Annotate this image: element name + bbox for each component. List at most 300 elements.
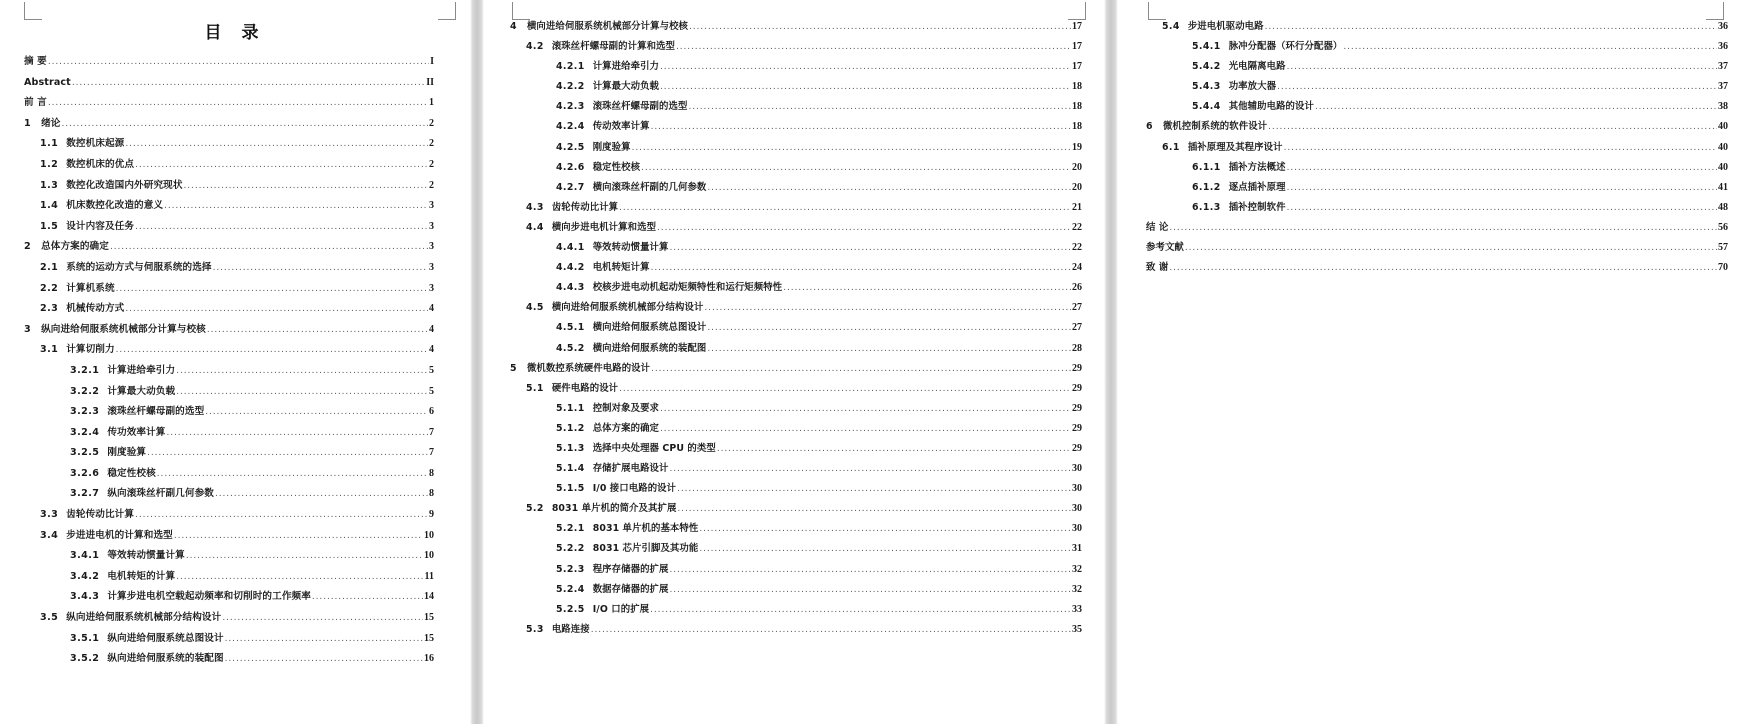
toc-entry-page-number: 70 bbox=[1718, 262, 1728, 274]
toc-entry[interactable] bbox=[504, 344, 1082, 364]
toc-entry-label: 横向滚珠丝杆副的几何参数 bbox=[592, 181, 707, 193]
toc-leader-dots bbox=[707, 345, 1071, 354]
toc-entry-label: 控制对象及要求 bbox=[592, 402, 660, 414]
toc-entry-number: 5.4.4 bbox=[1192, 101, 1221, 113]
toc-entry-page-number: 29 bbox=[1072, 422, 1082, 434]
toc-leader-dots bbox=[619, 385, 1071, 394]
toc-leader-dots bbox=[135, 223, 428, 233]
toc-leader-dots bbox=[591, 626, 1071, 635]
toc-entry-number: 3.2.4 bbox=[70, 426, 100, 438]
toc-entry-number: 5.4 bbox=[1162, 21, 1180, 32]
toc-entry[interactable] bbox=[18, 531, 434, 552]
toc-entry-number: 6.1 bbox=[1162, 141, 1180, 153]
toc-entry-label: 齿轮传动比计算 bbox=[551, 201, 619, 213]
toc-entry-number: 3.2.5 bbox=[70, 447, 100, 459]
toc-entry[interactable] bbox=[504, 263, 1082, 283]
toc-leader-dots bbox=[677, 485, 1071, 494]
toc-entry-number: 3.4.3 bbox=[70, 591, 100, 603]
toc-entry[interactable] bbox=[18, 345, 434, 366]
toc-leader-dots bbox=[222, 614, 423, 624]
document-page-1 bbox=[0, 0, 470, 724]
toc-entry-number: 4.2.4 bbox=[556, 121, 585, 133]
toc-entry[interactable] bbox=[18, 325, 434, 346]
toc-entry[interactable] bbox=[1140, 243, 1728, 263]
toc-entry[interactable] bbox=[504, 384, 1082, 404]
toc-entry-number: 5.1.3 bbox=[556, 442, 585, 454]
toc-entry-label: 稳定性校核 bbox=[107, 467, 156, 479]
toc-entry-label: 纵向进给伺服系统的装配图 bbox=[107, 653, 224, 665]
toc-entry-label: 步进电机驱动电路 bbox=[1187, 21, 1264, 32]
toc-entry[interactable] bbox=[504, 22, 1082, 42]
toc-entry-label: 光电隔离电路 bbox=[1228, 61, 1286, 73]
toc-leader-dots bbox=[61, 120, 428, 130]
toc-entry-number: 4.2.5 bbox=[556, 141, 585, 153]
toc-entry-page-number: 17 bbox=[1072, 21, 1082, 32]
toc-entry-label: 微机数控系统硬件电路的设计 bbox=[526, 362, 651, 374]
toc-leader-dots bbox=[1287, 164, 1717, 173]
toc-entry-label: 纵向进给伺服系统总图设计 bbox=[107, 632, 224, 644]
toc-entry-number: 5.1.5 bbox=[556, 483, 585, 495]
toc-leader-dots bbox=[174, 532, 423, 542]
toc-entry[interactable] bbox=[504, 223, 1082, 243]
toc-entry[interactable] bbox=[18, 98, 434, 119]
toc-entry[interactable] bbox=[504, 565, 1082, 585]
toc-entry[interactable] bbox=[504, 303, 1082, 323]
toc-entry-page-number: 30 bbox=[1072, 483, 1082, 495]
toc-entry[interactable] bbox=[1140, 22, 1728, 42]
toc-leader-dots bbox=[660, 425, 1071, 434]
toc-entry[interactable] bbox=[1140, 203, 1728, 223]
toc-entry-page-number: 28 bbox=[1072, 342, 1082, 354]
toc-entry-number: 5.4.3 bbox=[1192, 81, 1221, 93]
toc-leader-dots bbox=[72, 79, 425, 89]
toc-entry[interactable] bbox=[504, 424, 1082, 444]
toc-entry-page-number: 2 bbox=[429, 179, 434, 191]
toc-leader-dots bbox=[677, 505, 1071, 514]
toc-entry-number: 5.2.4 bbox=[556, 583, 585, 595]
toc-entry-page-number: 24 bbox=[1072, 262, 1082, 274]
toc-leader-dots bbox=[225, 655, 423, 665]
toc-entry[interactable] bbox=[18, 201, 434, 222]
toc-leader-dots bbox=[651, 123, 1071, 132]
toc-entry[interactable] bbox=[1140, 143, 1728, 163]
toc-entry[interactable] bbox=[18, 634, 434, 655]
toc-leader-dots bbox=[783, 284, 1071, 293]
toc-entry-label: 等效转动惯量计算 bbox=[592, 242, 669, 254]
toc-entry-label: 稳定性校核 bbox=[592, 161, 641, 173]
toc-entry[interactable] bbox=[18, 181, 434, 202]
toc-entry[interactable] bbox=[504, 625, 1082, 645]
toc-entry[interactable] bbox=[504, 243, 1082, 263]
toc-entry-number: 3.2.7 bbox=[70, 488, 100, 500]
toc-leader-dots bbox=[660, 83, 1071, 92]
toc-entry[interactable] bbox=[18, 469, 434, 490]
toc-leader-dots bbox=[699, 525, 1071, 534]
toc-entry-page-number: 7 bbox=[429, 447, 434, 459]
toc-entry-number: 4.5.1 bbox=[556, 322, 585, 334]
toc-leader-dots bbox=[1169, 264, 1717, 273]
toc-entry[interactable] bbox=[1140, 82, 1728, 102]
toc-entry-label: 电机转矩的计算 bbox=[107, 570, 176, 582]
toc-entry-page-number: 36 bbox=[1718, 41, 1728, 53]
toc-entry[interactable] bbox=[18, 510, 434, 531]
toc-entry-number: 2.3 bbox=[40, 303, 59, 315]
toc-leader-dots bbox=[207, 326, 428, 336]
toc-entry-number: 1.4 bbox=[40, 200, 59, 212]
toc-entry-page-number: 4 bbox=[429, 323, 434, 335]
toc-entry-label: 横向进给伺服系统机械部分结构设计 bbox=[551, 302, 704, 314]
toc-entry[interactable] bbox=[504, 283, 1082, 303]
toc-entry[interactable] bbox=[18, 489, 434, 510]
toc-entry-label: 等效转动惯量计算 bbox=[107, 550, 185, 562]
toc-entry-label: 参考文献 bbox=[1146, 242, 1184, 254]
toc-entry-page-number: 3 bbox=[429, 261, 434, 273]
toc-entry-number: 5.1 bbox=[526, 382, 544, 394]
toc-entry-label: 数据存储器的扩展 bbox=[592, 583, 669, 595]
toc-entry-label: 设计内容及任务 bbox=[66, 220, 135, 232]
toc-entry[interactable] bbox=[504, 122, 1082, 142]
toc-entry-label: 电路连接 bbox=[551, 623, 590, 635]
toc-entry-label: 步进进电机的计算和选型 bbox=[66, 529, 173, 541]
toc-entry-number: 4.2.6 bbox=[556, 161, 585, 173]
document-page-3 bbox=[1118, 0, 1744, 724]
toc-leader-dots bbox=[164, 202, 428, 212]
toc-list-page-1 bbox=[0, 43, 470, 675]
toc-entry-page-number: 40 bbox=[1718, 161, 1728, 173]
toc-entry-number: 5.2.3 bbox=[556, 563, 585, 575]
toc-entry-label: 总体方案的确定 bbox=[41, 241, 109, 253]
toc-entry-number: 4.5 bbox=[526, 302, 544, 314]
toc-entry-number: 3.3 bbox=[40, 509, 59, 521]
toc-entry-page-number: 37 bbox=[1718, 61, 1728, 73]
crop-mark-top-right bbox=[438, 2, 456, 20]
toc-entry-number: 5.2 bbox=[526, 503, 544, 515]
toc-entry-label: 传功效率计算 bbox=[107, 426, 166, 438]
toc-entry[interactable] bbox=[18, 119, 434, 140]
toc-entry[interactable] bbox=[504, 605, 1082, 625]
toc-entry[interactable] bbox=[504, 163, 1082, 183]
toc-entry-number: 2.2 bbox=[40, 282, 59, 294]
toc-entry-page-number: 29 bbox=[1072, 362, 1082, 374]
toc-entry-page-number: 38 bbox=[1718, 101, 1728, 113]
toc-entry-number: 6.1.2 bbox=[1192, 181, 1221, 193]
toc-entry-number: 4 bbox=[510, 21, 517, 32]
toc-entry-label: 程序存储器的扩展 bbox=[592, 563, 669, 575]
toc-entry-number: 5 bbox=[510, 362, 517, 374]
toc-entry-page-number: 32 bbox=[1072, 583, 1082, 595]
toc-entry-page-number: 8 bbox=[429, 488, 434, 500]
toc-leader-dots bbox=[167, 429, 429, 439]
toc-entry-number: 3.2.2 bbox=[70, 385, 100, 397]
toc-entry-label: 齿轮传动比计算 bbox=[66, 509, 135, 521]
toc-leader-dots bbox=[1268, 123, 1717, 132]
toc-entry-number: 3.2.3 bbox=[70, 406, 100, 418]
toc-entry-label: 8031 单片机的简介及其扩展 bbox=[551, 503, 677, 515]
toc-entry[interactable] bbox=[504, 464, 1082, 484]
toc-entry[interactable] bbox=[18, 407, 434, 428]
toc-entry-label: 微机控制系统的软件设计 bbox=[1162, 121, 1268, 133]
toc-entry-label: 滚珠丝杆螺母副的选型 bbox=[592, 101, 688, 113]
toc-entry-number: 4.4.3 bbox=[556, 282, 585, 294]
toc-entry-page-number: 1 bbox=[429, 97, 434, 109]
toc-leader-dots bbox=[135, 511, 428, 521]
toc-entry-page-number: 30 bbox=[1072, 463, 1082, 475]
toc-entry-label: 计算机系统 bbox=[66, 282, 115, 294]
toc-entry[interactable] bbox=[18, 57, 434, 78]
toc-entry-number: 4.4.1 bbox=[556, 242, 585, 254]
toc-entry-page-number: 29 bbox=[1072, 442, 1082, 454]
toc-leader-dots bbox=[657, 224, 1071, 233]
toc-entry[interactable] bbox=[18, 654, 434, 675]
toc-entry-page-number: 37 bbox=[1718, 81, 1728, 93]
toc-entry-number: 2.1 bbox=[40, 261, 59, 273]
toc-entry-number: 3.1 bbox=[40, 344, 59, 356]
toc-entry-label: I/0 接口电路的设计 bbox=[592, 483, 677, 495]
toc-entry-label: 校核步进电动机起动矩频特性和运行矩频特性 bbox=[592, 282, 783, 294]
toc-entry-label: 机械传动方式 bbox=[66, 303, 125, 315]
toc-entry-number: 5.1.1 bbox=[556, 402, 585, 414]
toc-leader-dots bbox=[689, 23, 1071, 32]
toc-leader-dots bbox=[676, 43, 1071, 52]
toc-entry[interactable] bbox=[18, 592, 434, 613]
toc-entry[interactable] bbox=[18, 572, 434, 593]
toc-leader-dots bbox=[116, 346, 428, 356]
toc-entry-number: 3.4 bbox=[40, 529, 59, 541]
toc-entry[interactable] bbox=[1140, 62, 1728, 82]
toc-entry-page-number: 33 bbox=[1072, 603, 1082, 615]
toc-entry[interactable] bbox=[18, 387, 434, 408]
toc-entry-page-number: 29 bbox=[1072, 402, 1082, 414]
toc-entry[interactable] bbox=[504, 82, 1082, 102]
toc-entry-number: 1.5 bbox=[40, 220, 59, 232]
toc-list-page-3 bbox=[1118, 0, 1744, 283]
toc-entry[interactable] bbox=[18, 139, 434, 160]
toc-leader-dots bbox=[1315, 103, 1717, 112]
toc-entry-number: 3 bbox=[24, 323, 32, 335]
toc-entry-page-number: 35 bbox=[1072, 623, 1082, 635]
toc-leader-dots bbox=[48, 99, 428, 109]
toc-entry[interactable] bbox=[504, 544, 1082, 564]
toc-entry-label: 计算进给牵引力 bbox=[592, 61, 660, 73]
toc-entry-label: 计算最大动负载 bbox=[592, 81, 660, 93]
toc-entry[interactable] bbox=[504, 504, 1082, 524]
toc-entry-page-number: 5 bbox=[429, 385, 434, 397]
toc-entry-label: 刚度验算 bbox=[107, 447, 147, 459]
toc-entry[interactable] bbox=[504, 203, 1082, 223]
toc-entry[interactable] bbox=[18, 78, 434, 99]
toc-entry-page-number: 19 bbox=[1072, 141, 1082, 153]
toc-entry-label: 致 谢 bbox=[1146, 262, 1169, 274]
toc-entry-page-number: 36 bbox=[1718, 21, 1728, 32]
toc-entry[interactable] bbox=[504, 102, 1082, 122]
toc-entry-number: 3.4.2 bbox=[70, 570, 100, 582]
toc-entry[interactable] bbox=[18, 284, 434, 305]
toc-entry[interactable] bbox=[1140, 122, 1728, 142]
toc-leader-dots bbox=[125, 140, 428, 150]
toc-leader-dots bbox=[670, 244, 1071, 253]
toc-entry-number: 5.1.2 bbox=[556, 422, 585, 434]
toc-entry-label: I/O 口的扩展 bbox=[592, 603, 650, 615]
toc-entry-page-number: 48 bbox=[1718, 201, 1728, 213]
toc-entry-page-number: 3 bbox=[429, 200, 434, 212]
toc-entry-number: 4.2.7 bbox=[556, 181, 585, 193]
toc-entry-label: 电机转矩计算 bbox=[592, 262, 650, 274]
toc-leader-dots bbox=[632, 144, 1071, 153]
toc-entry[interactable] bbox=[504, 42, 1082, 62]
toc-entry[interactable] bbox=[504, 364, 1082, 384]
toc-entry-page-number: 2 bbox=[429, 138, 434, 150]
toc-entry[interactable] bbox=[18, 304, 434, 325]
toc-entry[interactable] bbox=[18, 428, 434, 449]
toc-leader-dots bbox=[225, 635, 423, 645]
toc-entry[interactable] bbox=[1140, 223, 1728, 243]
toc-entry-page-number: 2 bbox=[429, 117, 434, 129]
toc-leader-dots bbox=[670, 465, 1071, 474]
toc-entry[interactable] bbox=[504, 183, 1082, 203]
toc-entry[interactable] bbox=[504, 62, 1082, 82]
toc-entry-label: 计算步进电机空载起动频率和切削时的工作频率 bbox=[107, 591, 311, 603]
toc-leader-dots bbox=[157, 470, 428, 480]
toc-entry-page-number: 6 bbox=[429, 406, 434, 418]
toc-entry[interactable] bbox=[1140, 102, 1728, 122]
toc-entry-number: 5.2.1 bbox=[556, 523, 585, 535]
toc-entry-label: 插补原理及其程序设计 bbox=[1187, 141, 1283, 153]
toc-entry-label: 结 论 bbox=[1146, 221, 1169, 233]
toc-entry[interactable] bbox=[1140, 263, 1728, 283]
toc-leader-dots bbox=[1277, 83, 1717, 92]
toc-leader-dots bbox=[125, 305, 428, 315]
toc-entry-number: 4.2.2 bbox=[556, 81, 585, 93]
toc-entry-label: 其他辅助电路的设计 bbox=[1228, 101, 1314, 113]
toc-entry-page-number: 20 bbox=[1072, 181, 1082, 193]
toc-entry-number: 1.2 bbox=[40, 158, 59, 170]
toc-entry-page-number: 20 bbox=[1072, 161, 1082, 173]
toc-entry-label: 横向进给伺服系统的装配图 bbox=[592, 342, 707, 354]
toc-entry-number: 6.1.3 bbox=[1192, 201, 1221, 213]
toc-entry-number: 4.2.3 bbox=[556, 101, 585, 113]
toc-entry-page-number: 7 bbox=[429, 426, 434, 438]
toc-leader-dots bbox=[704, 304, 1071, 313]
toc-entry-page-number: 22 bbox=[1072, 221, 1082, 233]
toc-entry-page-number: 4 bbox=[429, 303, 434, 315]
toc-entry-number: 6 bbox=[1146, 121, 1153, 133]
toc-entry-label: 数控机床的优点 bbox=[66, 158, 135, 170]
toc-entry-number: 3.5 bbox=[40, 612, 59, 624]
toc-entry-page-number: 17 bbox=[1072, 61, 1082, 73]
toc-entry[interactable] bbox=[504, 524, 1082, 544]
toc-entry-number: 4.4.2 bbox=[556, 262, 585, 274]
toc-entry-page-number: 9 bbox=[429, 509, 434, 521]
toc-entry-label: 选择中央处理器 CPU 的类型 bbox=[592, 442, 716, 454]
toc-entry-label: 纵向进给伺服系统机械部分结构设计 bbox=[66, 612, 222, 624]
toc-entry-page-number: 3 bbox=[429, 282, 434, 294]
toc-entry-number: 3.5.1 bbox=[70, 632, 100, 644]
toc-leader-dots bbox=[651, 264, 1071, 273]
toc-leader-dots bbox=[699, 545, 1071, 554]
toc-entry-label: 存储扩展电路设计 bbox=[592, 463, 669, 475]
toc-entry[interactable] bbox=[18, 613, 434, 634]
toc-entry-label: 横向进给伺服系统总图设计 bbox=[592, 322, 707, 334]
toc-entry-label: 插补方法概述 bbox=[1228, 161, 1286, 173]
toc-entry-number: 4.2.1 bbox=[556, 61, 585, 73]
toc-entry[interactable] bbox=[18, 222, 434, 243]
toc-leader-dots bbox=[176, 388, 428, 398]
toc-entry[interactable] bbox=[18, 263, 434, 284]
toc-entry[interactable] bbox=[504, 323, 1082, 343]
toc-leader-dots bbox=[186, 552, 423, 562]
toc-entry-page-number: 10 bbox=[424, 529, 434, 541]
toc-entry[interactable] bbox=[1140, 183, 1728, 203]
toc-entry[interactable] bbox=[18, 242, 434, 263]
toc-entry-label: 摘 要 bbox=[24, 56, 47, 67]
toc-entry-label: 8031 芯片引脚及其功能 bbox=[592, 543, 699, 555]
toc-leader-dots bbox=[717, 445, 1071, 454]
toc-entry-label: 滚珠丝杆螺母副的选型 bbox=[107, 406, 205, 418]
toc-entry-number: 2 bbox=[24, 241, 32, 253]
toc-leader-dots bbox=[1185, 244, 1717, 253]
toc-entry-page-number: 18 bbox=[1072, 101, 1082, 113]
toc-entry-number: 3.4.1 bbox=[70, 550, 100, 562]
toc-entry-page-number: 31 bbox=[1072, 543, 1082, 555]
toc-entry-page-number: 5 bbox=[429, 364, 434, 376]
toc-leader-dots bbox=[48, 58, 429, 68]
toc-entry-label: 绪论 bbox=[41, 117, 61, 129]
toc-entry-number: 6.1.1 bbox=[1192, 161, 1221, 173]
toc-entry-label: 计算切削力 bbox=[66, 344, 115, 356]
toc-entry-number: 1 bbox=[24, 117, 32, 129]
toc-entry-page-number: 29 bbox=[1072, 382, 1082, 394]
toc-entry-label: 功率放大器 bbox=[1228, 81, 1277, 93]
toc-entry-number: 3.5.2 bbox=[70, 653, 100, 665]
toc-entry-number: 4.3 bbox=[526, 201, 544, 213]
toc-entry[interactable] bbox=[18, 448, 434, 469]
toc-entry-number: 4.2 bbox=[526, 41, 544, 53]
toc-entry[interactable] bbox=[1140, 42, 1728, 62]
toc-entry-page-number: 21 bbox=[1072, 201, 1082, 213]
toc-entry[interactable] bbox=[504, 143, 1082, 163]
toc-entry-number: 5.4.2 bbox=[1192, 61, 1221, 73]
toc-entry-page-number: 40 bbox=[1718, 141, 1728, 153]
toc-entry-page-number: 3 bbox=[429, 220, 434, 232]
toc-entry[interactable] bbox=[504, 404, 1082, 424]
toc-entry[interactable] bbox=[504, 444, 1082, 464]
toc-entry[interactable] bbox=[18, 160, 434, 181]
toc-entry-page-number: 15 bbox=[424, 612, 434, 624]
toc-leader-dots bbox=[135, 161, 428, 171]
toc-entry-page-number: 18 bbox=[1072, 121, 1082, 133]
toc-entry[interactable] bbox=[504, 585, 1082, 605]
toc-entry[interactable] bbox=[1140, 163, 1728, 183]
toc-entry-label: 刚度验算 bbox=[592, 141, 631, 153]
toc-entry[interactable] bbox=[18, 551, 434, 572]
toc-entry-label: 系统的运动方式与伺服系统的选择 bbox=[66, 261, 212, 273]
toc-entry-page-number: 27 bbox=[1072, 302, 1082, 314]
toc-entry-page-number: 8 bbox=[429, 467, 434, 479]
toc-entry-number: 4.5.2 bbox=[556, 342, 585, 354]
toc-entry-page-number: 30 bbox=[1072, 503, 1082, 515]
toc-leader-dots bbox=[1169, 224, 1717, 233]
toc-entry-label: 纵向进给伺服系统机械部分计算与校核 bbox=[41, 323, 206, 335]
toc-leader-dots bbox=[707, 184, 1071, 193]
toc-entry-page-number: I bbox=[430, 56, 434, 67]
toc-entry-label: 逐点插补原理 bbox=[1228, 181, 1286, 193]
toc-entry-label: 计算最大动负载 bbox=[107, 385, 176, 397]
toc-entry-label: 脉冲分配器（环行分配器） bbox=[1228, 41, 1343, 53]
toc-entry[interactable] bbox=[504, 484, 1082, 504]
toc-leader-dots bbox=[670, 566, 1071, 575]
toc-entry[interactable] bbox=[18, 366, 434, 387]
toc-leader-dots bbox=[619, 204, 1071, 213]
